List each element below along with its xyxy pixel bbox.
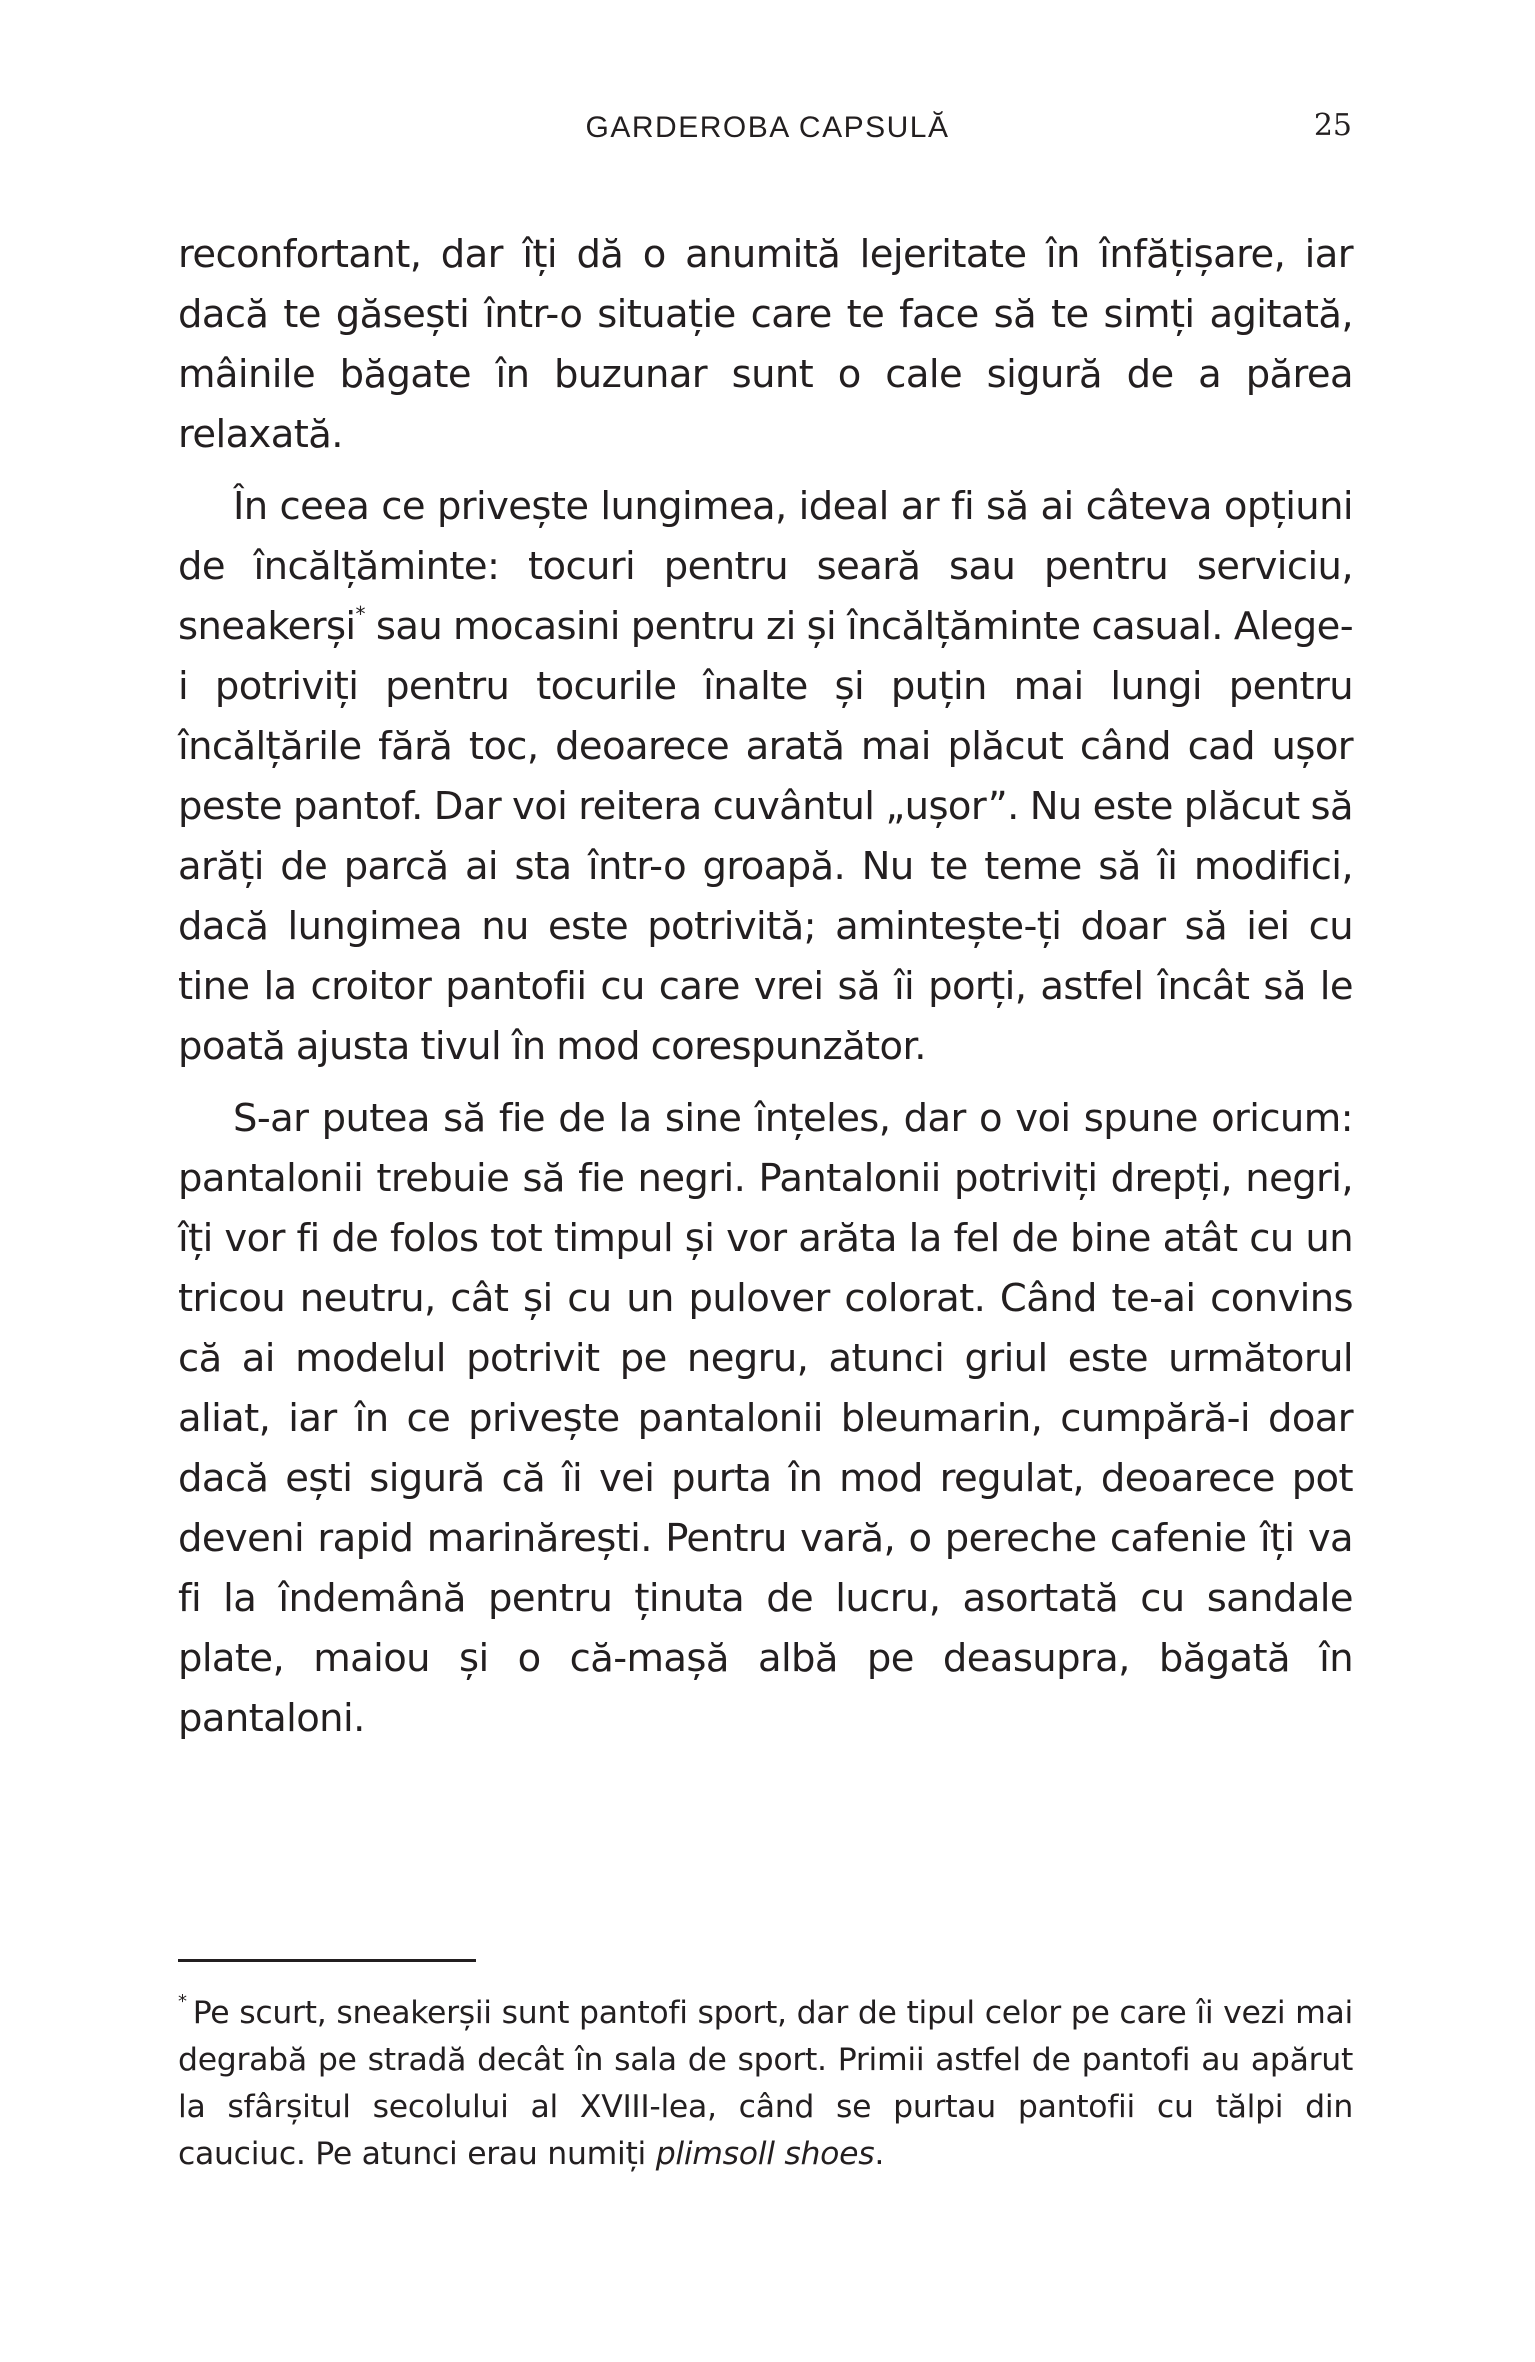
footnote-end-punctuation: . (874, 2136, 885, 2172)
running-header-title: GARDEROBA CAPSULĂ (585, 111, 950, 144)
footnote-italic-term: plimsoll shoes (655, 2136, 875, 2172)
footnote-separator-rule (178, 1959, 476, 1962)
paragraph-1: reconfortant, dar îți dă o anumită lejeritate în înfățișare, iar dacă te găsești într-o situație care te face să te simți agitată, mâinile băgate în buzunar sunt o cale sigură de a părea relaxată. (178, 232, 1353, 457)
paragraph-2-text-start: În ceea ce privește lungimea, ideal ar fi să ai câteva opțiuni de încălțăminte: tocuri pentru seară sau pentru serviciu, sneakerși (178, 484, 1353, 649)
paragraph-2-text-end: sau mocasini pentru zi și încălțăminte casual. Alege-i potriviți pentru tocurile înalte și puțin mai lungi pentru încălțările fără toc, deoarece arată mai plăcut când cad ușor peste pantof. Dar voi reitera cuvântul „ușor”. Nu este plăcut să arăți de parcă ai sta într-o groapă. Nu te teme să îi modifici, dacă lungimea nu este potrivită; amintește-ți doar să iei cu tine la croitor pantofii cu care vrei să îi porți, astfel încât să le poată ajusta tivul în mod corespunzător. (178, 604, 1353, 1069)
footnote-text: Pe scurt, sneakerșii sunt pantofi sport, dar de tipul celor pe care îi vezi mai degrabă pe stradă decât în sala de sport. Primii astfel de pantofi au apărut la sfârșitul secolului al XVIII-lea, când se purtau pantofii cu tălpi din cauciuc. Pe atunci erau numiți (178, 1995, 1353, 2172)
footnote-reference-mark[interactable]: * (355, 602, 365, 626)
paragraph-2 (178, 477, 1353, 1077)
footnote (178, 1990, 1353, 2178)
paragraph-3: S-ar putea să fie de la sine înțeles, dar o voi spune oricum: pantalonii trebuie să fie negri. Pantalonii potriviți drepți, negri, îți vor fi de folos tot timpul și vor arăta la fel de bine atât cu un tricou neutru, cât și cu un pulover colorat. Când te-ai convins că ai modelul potrivit pe negru, atunci griul este următorul aliat, iar în ce privește pantalonii bleumarin, cumpără-i doar dacă ești sigură că îi vei purta în mod regulat, deoarece pot deveni rapid marinărești. Pentru vară, o pereche cafenie îți va fi la îndemână pentru ținuta de lucru, asortată cu sandale plate, maiou și o că-mașă albă pe deasupra, băgată în pantaloni. (178, 1096, 1353, 1741)
main-text (178, 225, 1353, 1749)
footnote-mark: * (178, 1991, 187, 2012)
page-number: 25 (1313, 108, 1352, 143)
